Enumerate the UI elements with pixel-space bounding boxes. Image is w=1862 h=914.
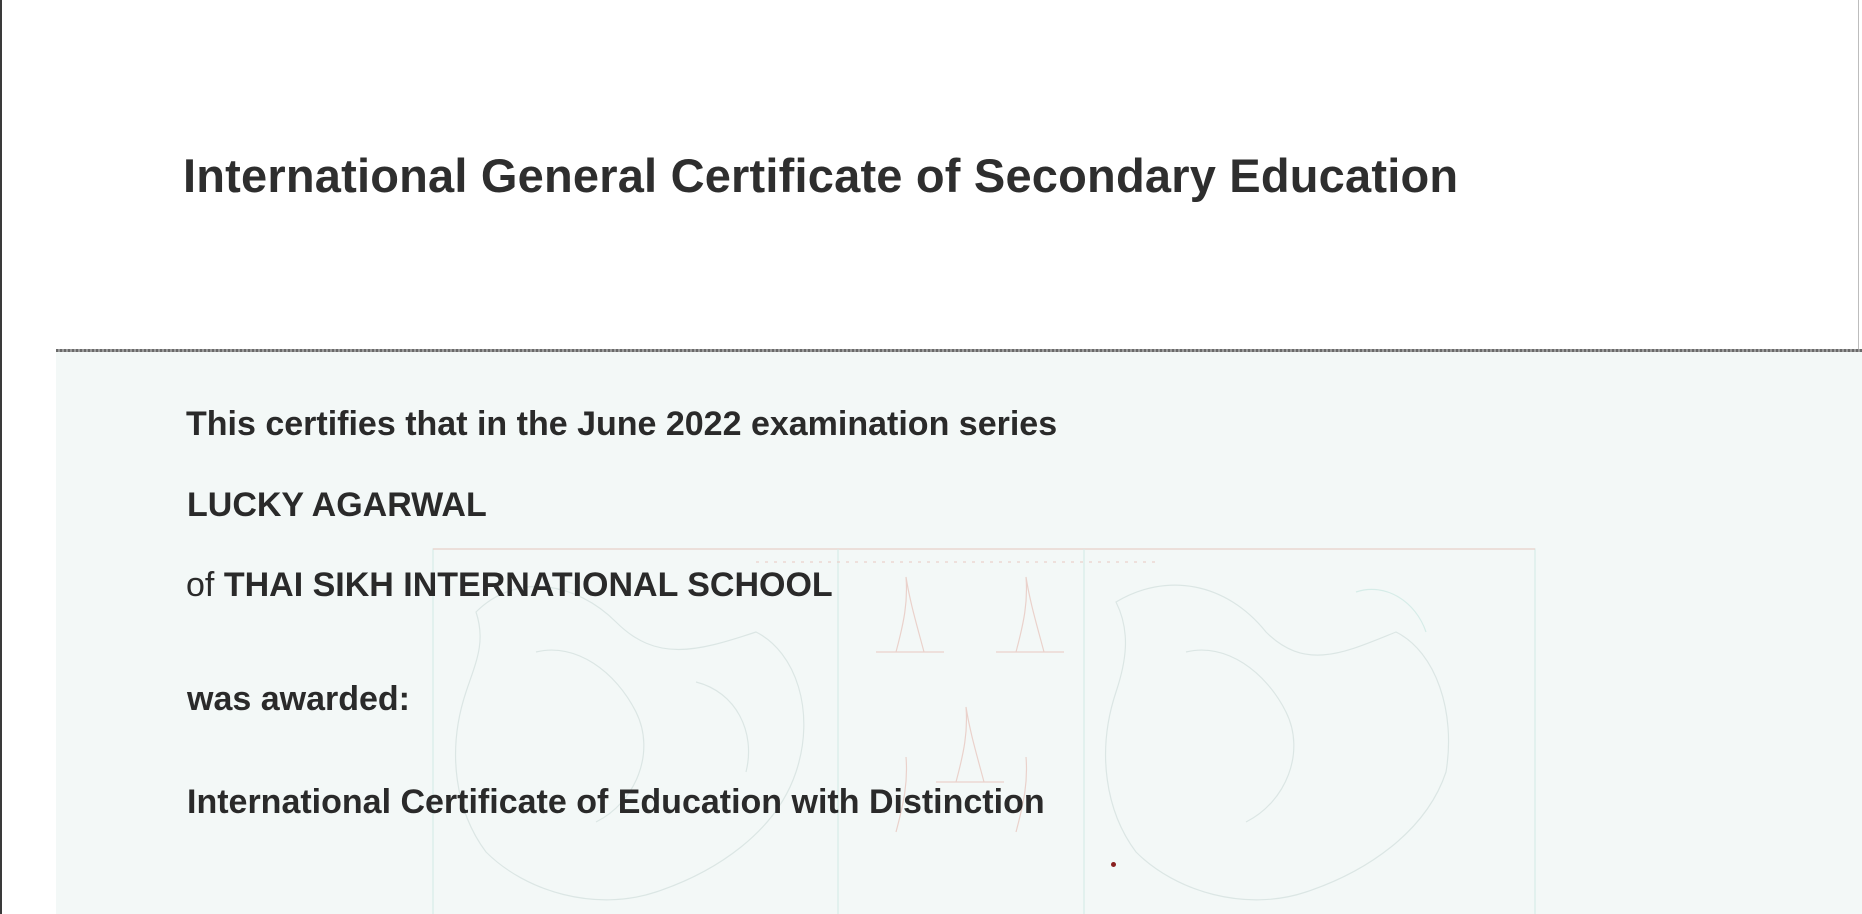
school-name: THAI SIKH INTERNATIONAL SCHOOL (223, 566, 833, 604)
award-title: International Certificate of Education with Distinction (187, 783, 1045, 821)
certificate-title: International General Certificate of Secondary Education (183, 149, 1459, 202)
page-left-border (0, 0, 2, 914)
awarded-label: was awarded: (187, 680, 410, 718)
certifies-statement: This certifies that in the June 2022 examination series (186, 405, 1058, 443)
school-line (186, 566, 833, 605)
school-prefix: of (186, 566, 215, 604)
candidate-name: LUCKY AGARWAL (187, 486, 487, 524)
ink-speck (1111, 862, 1116, 867)
